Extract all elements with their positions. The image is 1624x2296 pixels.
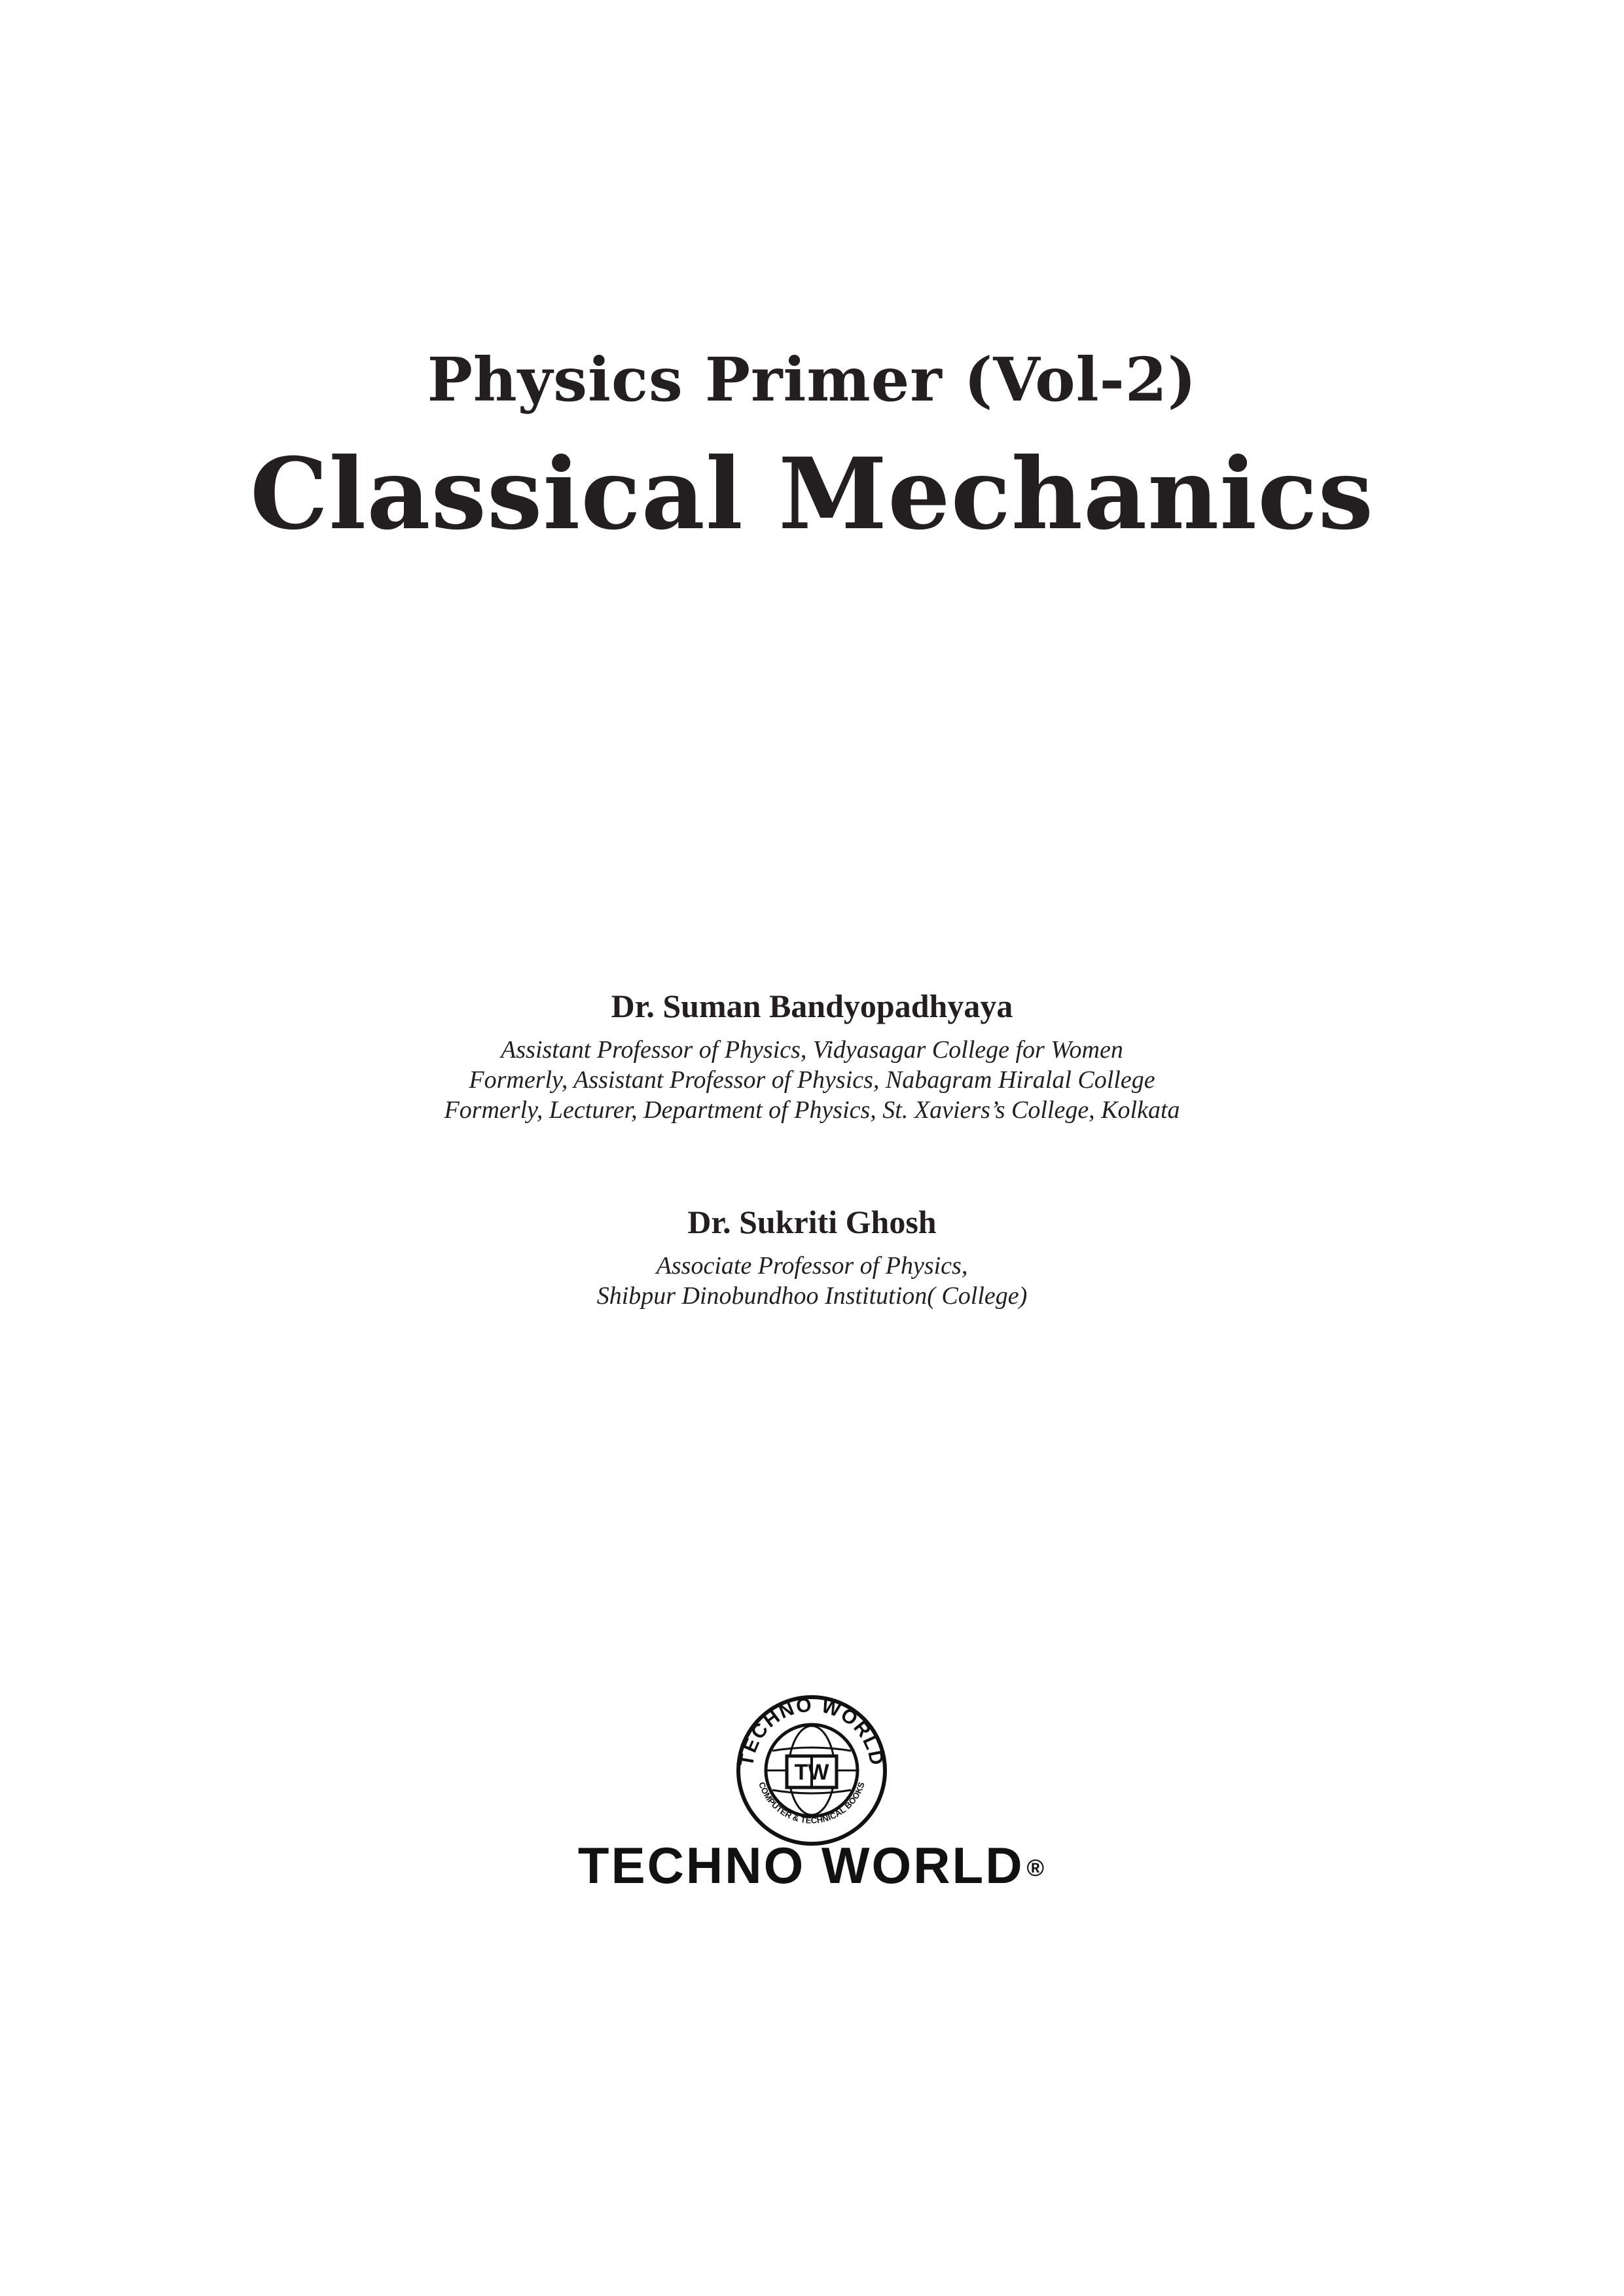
book-title: Classical Mechanics bbox=[249, 437, 1375, 552]
globe-book-icon bbox=[733, 1692, 890, 1849]
registered-mark: ® bbox=[1026, 1854, 1047, 1881]
series-title: Physics Primer (Vol-2) bbox=[427, 344, 1197, 415]
logo-ring-top-text: TECHNO WORLD bbox=[735, 1694, 888, 1768]
publisher-name-text: TECHNO WORLD bbox=[577, 1837, 1024, 1894]
publisher-name bbox=[0, 1829, 1624, 1901]
author-name: Dr. Suman Bandyopadhyaya bbox=[611, 988, 1013, 1024]
author-affiliation: Formerly, Assistant Professor of Physics, Nabagram Hiralal College bbox=[469, 1066, 1155, 1094]
logo-monogram: TW bbox=[794, 1760, 829, 1785]
author-name: Dr. Sukriti Ghosh bbox=[687, 1204, 937, 1240]
author-block-1 bbox=[0, 985, 1624, 1125]
author-affiliation: Assistant Professor of Physics, Vidyasagar College for Women bbox=[501, 1036, 1123, 1064]
logo-ring-bottom-text: COMPUTER & TECHNICAL BOOKS bbox=[757, 1780, 867, 1825]
author-affiliation: Formerly, Lecturer, Department of Physics, St. Xaviers’s College, Kolkata bbox=[444, 1096, 1180, 1124]
author-block-2 bbox=[0, 1201, 1624, 1311]
author-affiliation: Associate Professor of Physics, bbox=[656, 1252, 968, 1280]
author-affiliation: Shibpur Dinobundhoo Institution( College) bbox=[596, 1282, 1028, 1310]
publisher-logo bbox=[733, 1692, 890, 1849]
